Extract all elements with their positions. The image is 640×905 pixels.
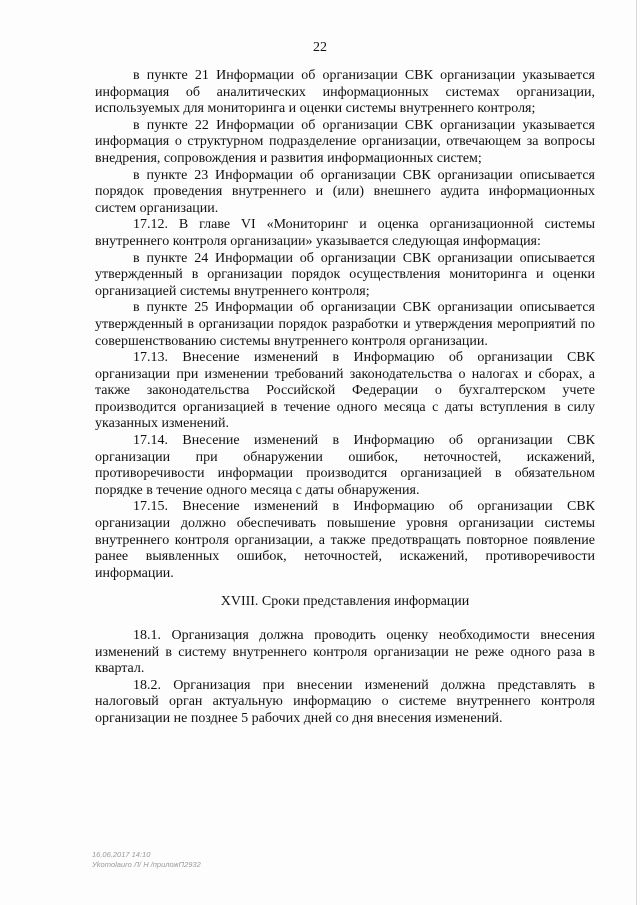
- footer-stamp-line-1: 16.06.2017 14:10: [92, 850, 151, 859]
- paragraph-17-14: 17.14. Внесение изменений в Информацию об организации СВК организации при обнаружении ошибок, неточностей, искажений, противоречивости информации производится организацией в обязательном порядке в течение одного месяца с даты обнаружения.: [95, 433, 595, 498]
- paragraph-18-1: 18.1. Организация должна проводить оценку необходимости внесения изменений в систему внутреннего контроля организации не реже одного раза в квартал.: [95, 628, 595, 677]
- page-number: 22: [313, 40, 327, 55]
- page-edge-line: [636, 0, 637, 905]
- paragraph-item-25: в пункте 25 Информации об организации СВК организации описывается утвержденный в организации порядок разработки и утверждения мероприятий по совершенствованию системы внутреннего контроля организации.: [95, 300, 595, 349]
- paragraph-17-12: 17.12. В главе VI «Мониторинг и оценка организационной системы внутреннего контроля организации» указывается следующая информация:: [95, 217, 595, 249]
- footer-stamp-line-2: Уkomolauro Л/ Н /приложП2932: [92, 860, 201, 869]
- section-heading: XVIII. Сроки представления информации: [220, 594, 470, 610]
- paragraph-17-15: 17.15. Внесение изменений в Информацию об организации СВК организации должно обеспечивать повышение уровня организации системы внутреннего контроля организации, а также предотвращать повторное появление ранее выявленных ошибок, неточностей, искажений, противоречивости информации.: [95, 499, 595, 581]
- paragraph-item-21: в пункте 21 Информации об организации СВК организации указывается информация об аналитических информационных системах организации, используемых для мониторинга и оценки системы внутреннего контроля;: [95, 68, 595, 117]
- paragraph-18-2: 18.2. Организация при внесении изменений должна представлять в налоговый орган актуальную информацию о системе внутреннего контроля организации не позднее 5 рабочих дней со дня внесения изменений.: [95, 677, 595, 726]
- paragraph-item-23: в пункте 23 Информации об организации СВК организации описывается порядок проведения внутреннего и (или) внешнего аудита информационных систем организации.: [95, 167, 595, 216]
- paragraph-item-22: в пункте 22 Информации об организации СВК организации указывается информация о структурном подразделение организации, отвечающем за вопросы внедрения, сопровождения и развития информационных систем;: [95, 117, 595, 166]
- document-body: [95, 68, 595, 728]
- footer-stamp: [92, 850, 201, 870]
- paragraph-17-13: 17.13. Внесение изменений в Информацию об организации СВК организации при изменении требований законодательства о налогах и сборах, а также законодательства Российской Федерации о бухгалтерском учете производится организацией в течение одного месяца с даты вступления в силу указанных изменений.: [95, 350, 595, 432]
- paragraph-item-24: в пункте 24 Информации об организации СВК организации описывается утвержденный в организации порядок осуществления мониторинга и оценки организацией системы внутреннего контроля;: [95, 250, 595, 299]
